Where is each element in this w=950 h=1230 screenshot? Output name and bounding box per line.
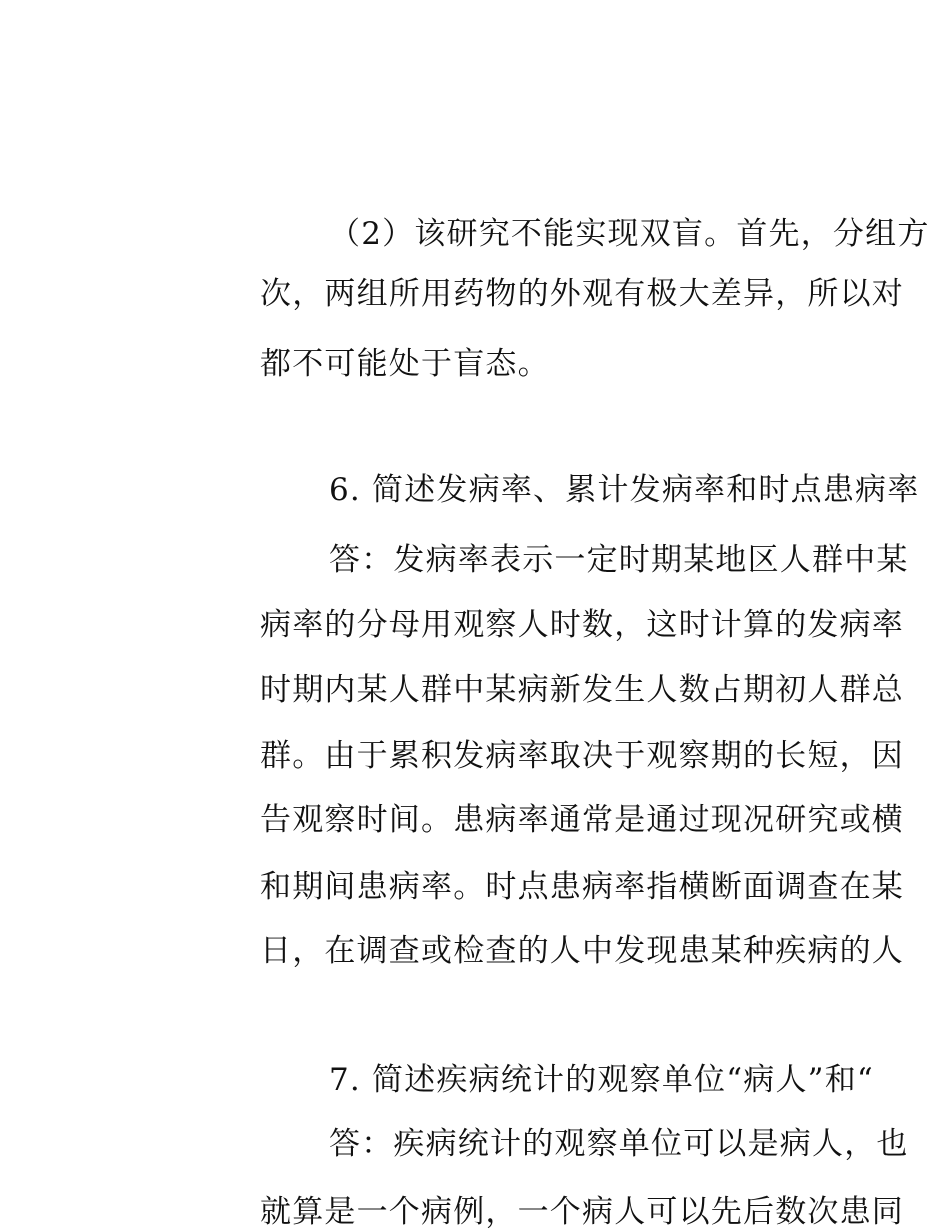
paragraph-line: 病率的分母用观察人时数，这时计算的发病率 [260, 607, 904, 643]
paragraph-line: 时期内某人群中某病新发生人数占期初人群总 [260, 672, 904, 708]
paragraph-line: 和期间患病率。时点患病率指横断面调查在某 [260, 869, 904, 905]
paragraph-line: （2）该研究不能实现双盲。首先，分组方 [329, 216, 930, 252]
paragraph-line: 都不可能处于盲态。 [260, 346, 550, 382]
paragraph-line: 告观察时间。患病率通常是通过现况研究或横 [260, 802, 904, 838]
paragraph-line: 次，两组所用药物的外观有极大差异，所以对 [260, 276, 904, 312]
paragraph-line: 答：疾病统计的观察单位可以是病人，也 [329, 1126, 909, 1162]
paragraph-line: 日，在调查或检查的人中发现患某种疾病的人 [260, 933, 904, 969]
question-heading: 7. 简述疾病统计的观察单位“病人”和“ [329, 1062, 874, 1098]
paragraph-line: 群。由于累积发病率取决于观察期的长短，因 [260, 738, 904, 774]
question-heading: 6. 简述发病率、累计发病率和时点患病率 [329, 472, 920, 508]
paragraph-line: 答：发病率表示一定时期某地区人群中某 [329, 542, 909, 578]
paragraph-line: 就算是一个病例，一个病人可以先后数次患同 [260, 1194, 904, 1230]
